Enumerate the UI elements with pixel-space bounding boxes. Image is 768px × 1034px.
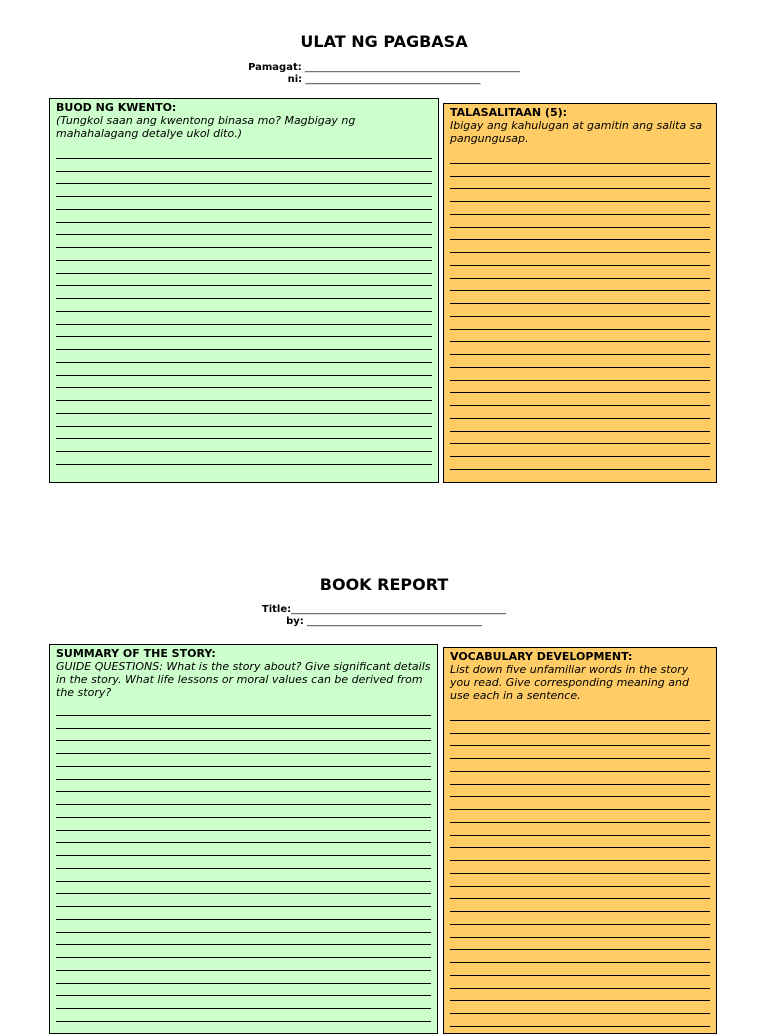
writing-line[interactable] (56, 767, 431, 780)
writing-line[interactable] (56, 337, 432, 350)
vocabulary-box-filipino[interactable] (443, 103, 717, 483)
writing-line[interactable] (450, 368, 710, 381)
writing-line[interactable] (450, 861, 710, 874)
writing-line[interactable] (450, 291, 710, 304)
writing-line[interactable] (450, 470, 710, 483)
writing-line[interactable] (450, 304, 710, 317)
writing-line[interactable] (450, 444, 710, 457)
author-field-filipino[interactable] (0, 74, 768, 86)
writing-line[interactable] (56, 376, 432, 389)
writing-line[interactable] (56, 401, 432, 414)
writing-line[interactable] (450, 708, 710, 721)
writing-line[interactable] (56, 452, 432, 465)
author-blank: ___________________________________ (302, 74, 481, 85)
writing-line[interactable] (56, 971, 431, 984)
writing-line[interactable] (450, 419, 710, 432)
writing-line[interactable] (56, 843, 431, 856)
writing-line[interactable] (56, 894, 431, 907)
author-blank: ___________________________________ (303, 616, 482, 627)
writing-line[interactable] (450, 1001, 710, 1014)
writing-line[interactable] (450, 925, 710, 938)
writing-line[interactable] (450, 393, 710, 406)
writing-line[interactable] (450, 279, 710, 292)
writing-line[interactable] (450, 848, 710, 861)
writing-lines[interactable] (56, 146, 432, 476)
writing-line[interactable] (450, 457, 710, 470)
vocabulary-box-english[interactable] (443, 647, 717, 1034)
writing-line[interactable] (56, 716, 431, 729)
writing-line[interactable] (56, 325, 432, 338)
writing-line[interactable] (450, 202, 710, 215)
report-title-english: BOOK REPORT (319, 575, 449, 594)
summary-instruction: (Tungkol saan ang kwentong binasa mo? Magbigay ng mahahalagang detalye ukol dito.) (56, 114, 356, 140)
writing-line[interactable] (56, 146, 432, 159)
writing-line[interactable] (450, 240, 710, 253)
writing-line[interactable] (56, 818, 431, 831)
summary-heading: BUOD NG KWENTO: (56, 101, 177, 114)
writing-line[interactable] (450, 810, 710, 823)
writing-line[interactable] (56, 235, 432, 248)
writing-line[interactable] (450, 874, 710, 887)
writing-line[interactable] (450, 772, 710, 785)
writing-line[interactable] (450, 177, 710, 190)
title-field-filipino[interactable] (0, 62, 768, 74)
writing-line[interactable] (56, 882, 431, 895)
writing-line[interactable] (56, 184, 432, 197)
writing-line[interactable] (56, 805, 431, 818)
writing-line[interactable] (56, 729, 431, 742)
writing-line[interactable] (450, 228, 710, 241)
writing-line[interactable] (56, 299, 432, 312)
writing-line[interactable] (56, 869, 431, 882)
writing-line[interactable] (450, 785, 710, 798)
writing-lines[interactable] (450, 151, 710, 483)
title-label: Pamagat: (248, 62, 302, 73)
writing-line[interactable] (56, 984, 431, 997)
writing-line[interactable] (450, 342, 710, 355)
writing-line[interactable] (56, 414, 432, 427)
writing-line[interactable] (56, 933, 431, 946)
writing-line[interactable] (56, 996, 431, 1009)
writing-line[interactable] (450, 823, 710, 836)
vocabulary-instruction: Ibigay ang kahulugan at gamitin ang salita sa pangungusap. (450, 119, 703, 145)
writing-line[interactable] (450, 746, 710, 759)
writing-line[interactable] (450, 317, 710, 330)
vocabulary-instruction: List down five unfamiliar words in the story you read. Give corresponding meaning and use each in a sentence. (450, 663, 689, 702)
writing-line[interactable] (56, 1009, 431, 1022)
writing-line[interactable] (450, 381, 710, 394)
writing-line[interactable] (56, 856, 431, 869)
writing-line[interactable] (56, 958, 431, 971)
title-field-english[interactable] (0, 604, 768, 616)
writing-line[interactable] (450, 938, 710, 951)
writing-line[interactable] (450, 253, 710, 266)
title-blank: ___________________________________________ (301, 62, 520, 73)
writing-line[interactable] (450, 355, 710, 368)
writing-line[interactable] (56, 388, 432, 401)
writing-line[interactable] (450, 432, 710, 445)
writing-line[interactable] (56, 197, 432, 210)
writing-line[interactable] (450, 215, 710, 228)
writing-line[interactable] (56, 780, 431, 793)
writing-lines[interactable] (56, 703, 431, 1033)
writing-line[interactable] (450, 797, 710, 810)
writing-line[interactable] (450, 759, 710, 772)
writing-line[interactable] (450, 976, 710, 989)
writing-line[interactable] (56, 754, 431, 767)
writing-line[interactable] (56, 831, 431, 844)
writing-line[interactable] (56, 920, 431, 933)
writing-line[interactable] (56, 741, 431, 754)
writing-line[interactable] (450, 1014, 710, 1027)
writing-line[interactable] (56, 363, 432, 376)
writing-line[interactable] (450, 189, 710, 202)
writing-line[interactable] (56, 439, 432, 452)
writing-line[interactable] (56, 350, 432, 363)
writing-line[interactable] (450, 266, 710, 279)
writing-line[interactable] (450, 887, 710, 900)
writing-line[interactable] (450, 151, 710, 164)
vocabulary-heading: TALASALITAAN (5): (450, 106, 568, 119)
writing-line[interactable] (450, 734, 710, 747)
writing-line[interactable] (450, 836, 710, 849)
summary-heading: SUMMARY OF THE STORY: (56, 647, 216, 660)
writing-line[interactable] (450, 989, 710, 1002)
author-field-english[interactable] (0, 616, 768, 628)
writing-line[interactable] (56, 792, 431, 805)
vocabulary-heading: VOCABULARY DEVELOPMENT: (450, 650, 633, 663)
writing-line[interactable] (450, 164, 710, 177)
summary-box-english[interactable] (49, 644, 438, 1034)
report-title-filipino: ULAT NG PAGBASA (300, 32, 468, 51)
writing-line[interactable] (56, 210, 432, 223)
writing-line[interactable] (450, 912, 710, 925)
writing-line[interactable] (450, 963, 710, 976)
writing-line[interactable] (56, 172, 432, 185)
writing-line[interactable] (56, 907, 431, 920)
writing-line[interactable] (56, 223, 432, 236)
summary-box-filipino[interactable] (49, 98, 439, 483)
writing-line[interactable] (56, 261, 432, 274)
writing-line[interactable] (450, 721, 710, 734)
summary-instruction: GUIDE QUESTIONS: What is the story about? Give significant details in the story. What life lessons or moral values can be derived from the story? (56, 660, 431, 699)
title-label: Title: (261, 604, 292, 615)
writing-line[interactable] (56, 248, 432, 261)
writing-line[interactable] (56, 703, 431, 716)
writing-line[interactable] (56, 159, 432, 172)
writing-lines[interactable] (450, 708, 710, 1034)
writing-line[interactable] (56, 286, 432, 299)
writing-line[interactable] (56, 312, 432, 325)
writing-line[interactable] (450, 950, 710, 963)
writing-line[interactable] (56, 945, 431, 958)
author-label: ni: (287, 74, 303, 85)
title-blank: ___________________________________________ (291, 604, 507, 615)
writing-line[interactable] (56, 274, 432, 287)
writing-line[interactable] (450, 406, 710, 419)
writing-line[interactable] (56, 427, 432, 440)
writing-line[interactable] (450, 330, 710, 343)
writing-line[interactable] (450, 899, 710, 912)
author-label: by: (286, 616, 304, 627)
